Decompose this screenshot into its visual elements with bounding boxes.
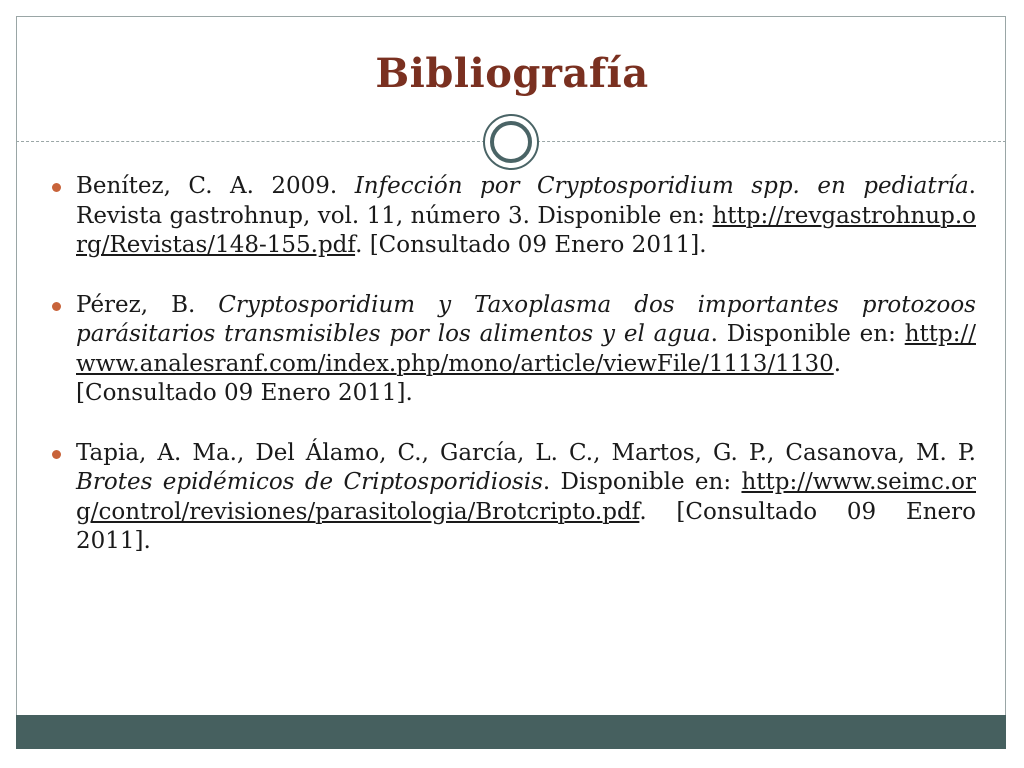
circle-ornament-icon (483, 114, 539, 170)
reference-item (46, 172, 976, 261)
bullet-icon (52, 450, 61, 459)
reference-consulted: . [Consultado 09 Enero 2011]. (355, 232, 707, 258)
reference-link[interactable]: http://www.seimc.org/control/revisiones/parasitologia/Brotcripto.pdf (76, 469, 976, 525)
footer-bar (16, 715, 1006, 749)
reference-consulted: . [Consultado 09 Enero 2011]. (76, 498, 976, 554)
reference-link[interactable]: http://www.analesranf.com/index.php/mono/article/viewFile/1113/1130 (76, 321, 976, 377)
reference-authors: Pérez, B. (76, 291, 219, 318)
reference-authors: Benítez, C. A. 2009. (76, 173, 355, 199)
slide-title: Bibliografía (375, 50, 649, 97)
reference-title: Infección por Cryptosporidium spp. en pediatría (354, 173, 969, 199)
bullet-icon (52, 302, 61, 311)
reference-link[interactable]: http://revgastrohnup.org/Revistas/148-155.pdf (76, 202, 976, 258)
reference-item (46, 291, 976, 409)
reference-list (46, 172, 976, 587)
reference-authors: Tapia, A. Ma., Del Álamo, C., García, L. C., Martos, G. P., Casanova, M. P. (76, 439, 976, 466)
circle-ornament-inner (490, 121, 532, 163)
reference-item (46, 439, 976, 557)
reference-source: . Disponible en: (542, 469, 742, 495)
bullet-icon (52, 183, 61, 192)
reference-source: . Revista gastrohnup, vol. 11, número 3. Disponible en: (76, 173, 976, 229)
reference-source: . Disponible en: (710, 321, 905, 347)
reference-consulted: . [Consultado 09 Enero 2011]. (76, 350, 842, 406)
reference-title: Cryptosporidium y Taxoplasma dos importantes protozoos parásitarios transmisibles por los alimentos y el agua (76, 291, 976, 347)
reference-title: Brotes epidémicos de Criptosporidiosis (76, 469, 543, 495)
